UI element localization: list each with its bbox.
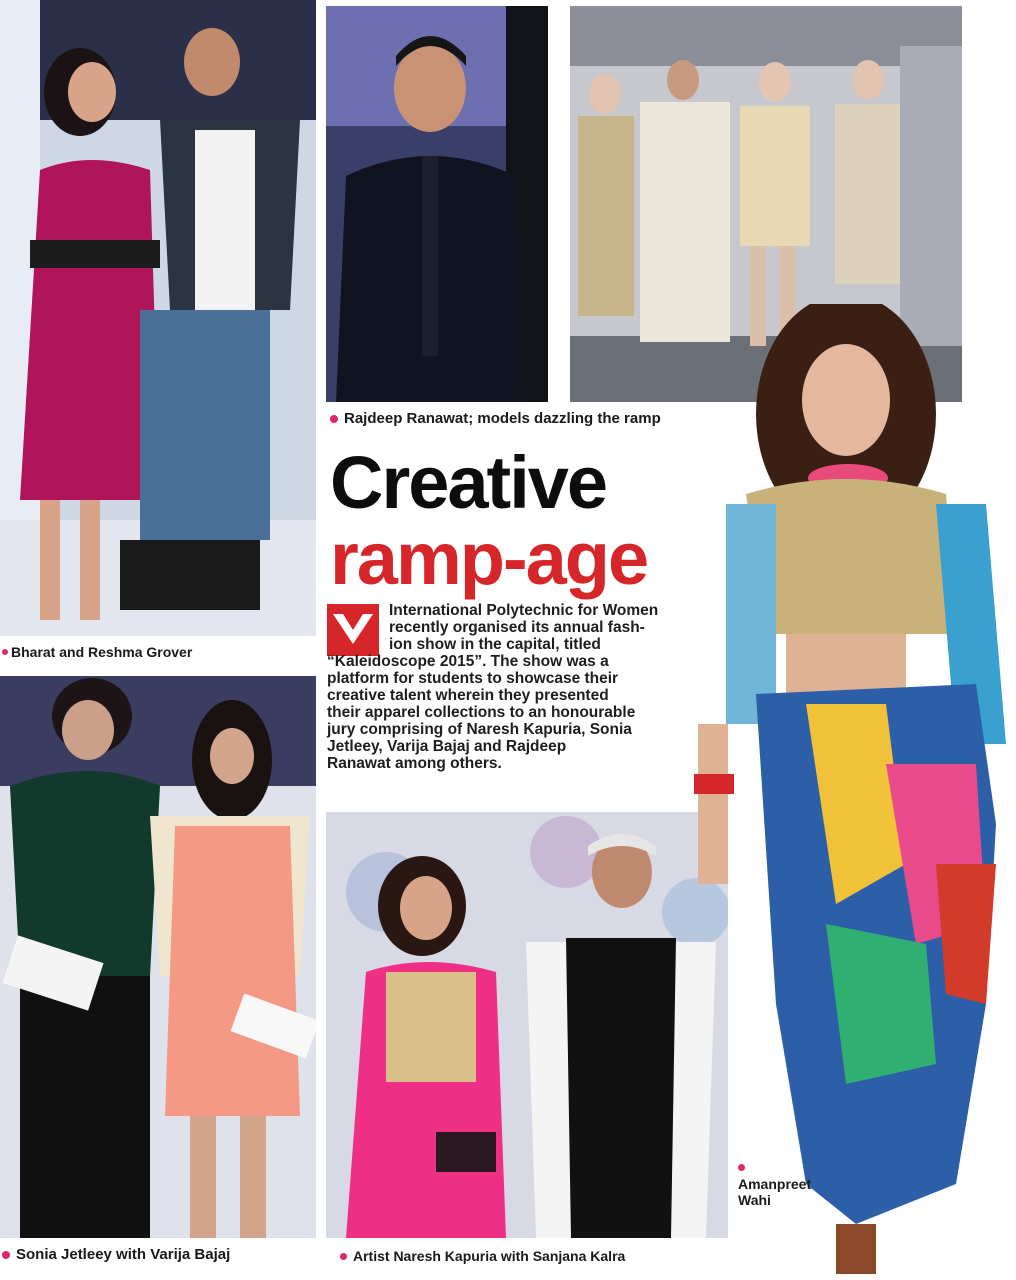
caption-text-line-2: Wahi	[738, 1192, 771, 1208]
photo-amanpreet-wahi	[686, 304, 1016, 1280]
caption-bullet-icon	[330, 415, 338, 423]
photo-naresh-sanjana	[326, 812, 728, 1238]
headline-line-1: Creative	[330, 441, 607, 524]
article-line: International Polytechnic for Women	[389, 602, 659, 619]
caption-text: Rajdeep Ranawat; models dazzling the ramp	[344, 410, 661, 427]
caption-naresh-sanjana	[340, 1248, 625, 1264]
article-line: recently organised its annual fash-	[389, 619, 645, 636]
headline-line-2: ramp-age	[330, 517, 648, 600]
caption-bullet-icon	[738, 1164, 745, 1171]
caption-text: Bharat and Reshma Grover	[11, 644, 193, 660]
article-line: “Kaleidoscope 2015”. The show was a	[327, 653, 609, 670]
article-line: platform for students to showcase their	[327, 670, 619, 687]
article-line: their apparel collections to an honourable	[327, 704, 636, 721]
caption-text: Artist Naresh Kapuria with Sanjana Kalra	[353, 1248, 626, 1264]
article-line: ion show in the capital, titled	[389, 636, 601, 653]
article-body	[327, 602, 719, 772]
article-line: Ranawat among others.	[327, 755, 502, 772]
caption-bullet-icon	[2, 649, 8, 655]
article-line: Jetleey, Varija Bajaj and Rajdeep	[327, 738, 567, 755]
caption-text: Sonia Jetleey with Varija Bajaj	[16, 1246, 231, 1263]
article-line: jury comprising of Naresh Kapuria, Sonia	[327, 721, 632, 738]
caption-bullet-icon	[340, 1253, 347, 1260]
caption-bullet-icon	[2, 1251, 10, 1259]
photo-rajdeep-ranawat	[326, 6, 548, 402]
photo-bharat-reshma-grover	[0, 0, 316, 636]
caption-bharat-reshma-grover	[2, 644, 192, 660]
caption-sonia-varija	[2, 1246, 230, 1263]
caption-amanpreet-wahi	[738, 1160, 811, 1208]
caption-rajdeep-models	[330, 410, 661, 427]
photo-sonia-varija	[0, 676, 316, 1238]
article-line: creative talent wherein they presented	[327, 687, 609, 704]
caption-text-line-1: Amanpreet	[738, 1176, 812, 1192]
